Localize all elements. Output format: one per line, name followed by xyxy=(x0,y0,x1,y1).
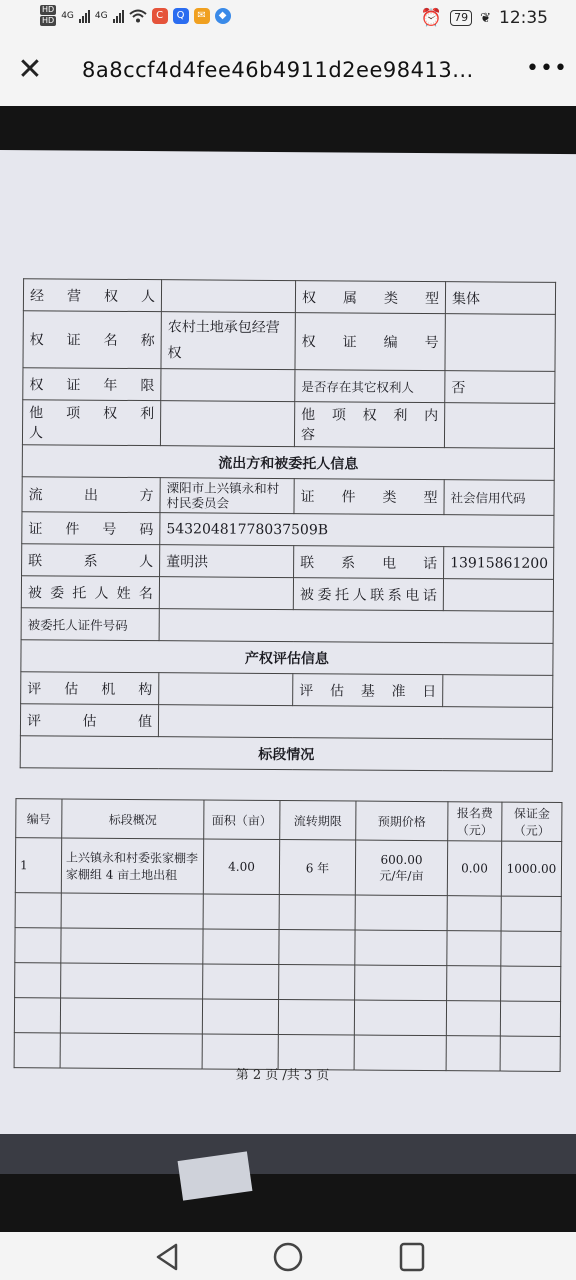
table-row xyxy=(15,963,561,1002)
status-left xyxy=(40,5,231,26)
cell-price-unit: 元/年/亩 xyxy=(379,868,424,883)
label-trustee-id: 被委托人证件号码 xyxy=(21,608,159,641)
value-other-rights-holder xyxy=(160,401,294,447)
header-price: 预期价格 xyxy=(356,801,448,841)
table-row xyxy=(15,928,561,967)
header-desc: 标段概况 xyxy=(62,799,204,839)
value-trustee-name xyxy=(159,577,293,610)
clock: 12:35 xyxy=(499,8,548,28)
table-row xyxy=(14,998,560,1037)
label-cert-term: 权 证 年 限 xyxy=(23,368,161,401)
value-ownership-type: 集体 xyxy=(445,282,555,315)
value-other-holders: 否 xyxy=(445,371,555,404)
header-area: 面积（亩） xyxy=(204,800,280,840)
wifi-icon xyxy=(129,9,147,23)
value-trustee-id xyxy=(159,609,553,644)
navigation-bar xyxy=(0,1232,576,1280)
value-valuation-date xyxy=(443,675,553,708)
cell-area: 4.00 xyxy=(203,839,279,895)
label-trustee-phone: 被委托人联系电话 xyxy=(293,578,443,611)
value-contact: 董明洪 xyxy=(160,545,294,578)
status-right xyxy=(421,8,548,28)
hd-badge-icon: HD xyxy=(42,5,55,14)
label-id-number: 证 件 号 码 xyxy=(22,512,160,545)
qq-app-icon: Q xyxy=(173,8,189,24)
table-row xyxy=(21,672,553,708)
label-contact: 联 系 人 xyxy=(22,544,160,577)
label-other-holders: 是否存在其它权利人 xyxy=(295,370,445,403)
section-title-valuation: 产权评估信息 xyxy=(21,640,553,676)
label-valuation-value: 评 估 值 xyxy=(20,704,158,737)
battery-icon: 79 xyxy=(450,10,472,26)
network-type-2: 4G xyxy=(94,10,108,21)
value-valuation-agency xyxy=(159,673,293,706)
value-valuation-value xyxy=(158,705,552,740)
message-app-icon: ✉ xyxy=(194,8,210,24)
label-operator: 经 营 权 人 xyxy=(23,279,161,312)
document-photo xyxy=(0,150,576,1138)
label-id-type: 证 件 类 型 xyxy=(294,479,444,515)
header-fee: 报名费（元） xyxy=(448,802,502,841)
header-deposit: 保证金（元） xyxy=(502,802,562,841)
lots-header-row xyxy=(16,799,562,842)
value-id-type: 社会信用代码 xyxy=(444,480,554,516)
value-operator xyxy=(161,280,295,313)
image-viewer[interactable] xyxy=(0,106,576,1232)
page-number: 第 2 页 /共 3 页 xyxy=(235,1067,330,1084)
cell-price-value: 600.00 xyxy=(380,852,423,867)
table-row xyxy=(23,279,555,315)
section-title-lots: 标段情况 xyxy=(20,736,552,772)
recents-icon[interactable] xyxy=(392,1240,432,1274)
label-ownership-type: 权 属 类 型 xyxy=(295,281,445,314)
table-row xyxy=(21,608,553,644)
header-no: 编号 xyxy=(16,799,62,838)
table-row xyxy=(23,368,555,404)
notification-app-icon: C xyxy=(152,8,168,24)
close-icon[interactable]: ✕ xyxy=(17,52,43,87)
more-options-button[interactable]: ••• xyxy=(526,56,568,81)
label-cert-number: 权 证 编 号 xyxy=(295,313,445,371)
property-info-table xyxy=(20,278,556,772)
signal-icon-2 xyxy=(113,9,124,23)
photo-background xyxy=(0,1134,576,1174)
cell-desc: 上兴镇永和村委张家棚李家棚组 4 亩土地出租 xyxy=(61,838,203,894)
header-period: 流转期限 xyxy=(280,801,356,841)
hd-badges xyxy=(40,5,56,26)
page-title: 8a8ccf4d4fee46b4911d2ee98413... xyxy=(82,58,474,82)
table-row xyxy=(22,477,554,516)
cell-deposit: 1000.00 xyxy=(501,841,561,896)
lots-table xyxy=(14,798,563,1072)
status-bar xyxy=(0,0,576,38)
value-cert-term xyxy=(161,369,295,402)
label-cert-name: 权 证 名 称 xyxy=(23,311,161,369)
section-row xyxy=(21,640,553,676)
table-row xyxy=(23,311,555,372)
table-row xyxy=(22,400,554,449)
label-transferor: 流 出 方 xyxy=(22,477,160,513)
home-icon[interactable] xyxy=(268,1240,308,1274)
alarm-icon: ⏰ xyxy=(420,8,443,28)
value-id-number: 54320481778037509B xyxy=(160,513,554,548)
cell-price xyxy=(355,840,447,896)
network-type-1: 4G xyxy=(61,10,74,21)
signal-icon xyxy=(79,9,90,23)
table-row xyxy=(21,576,553,612)
value-cert-name: 农村土地承包经营权 xyxy=(161,312,295,370)
label-phone: 联 系 电 话 xyxy=(294,546,444,579)
cell-no: 1 xyxy=(15,838,61,893)
label-valuation-date: 评 估 基 准 日 xyxy=(293,674,443,707)
hd-badge-icon-2: HD xyxy=(42,16,55,25)
section-row xyxy=(20,736,552,772)
label-other-rights-content: 他 项 权 利 内 容 xyxy=(294,402,444,448)
label-other-rights-holder: 他 项 权 利 人 xyxy=(22,400,160,446)
back-icon[interactable] xyxy=(148,1240,188,1274)
photo-object xyxy=(178,1151,253,1200)
table-row xyxy=(15,893,561,932)
title-bar xyxy=(0,38,576,106)
value-trustee-phone xyxy=(443,579,553,612)
table-row xyxy=(15,838,561,897)
table-row xyxy=(20,704,552,740)
table-row xyxy=(22,512,554,548)
value-other-rights-content xyxy=(444,403,554,449)
section-row xyxy=(22,445,554,481)
label-valuation-agency: 评 估 机 构 xyxy=(21,672,159,705)
browser-app-icon: ◆ xyxy=(215,8,231,24)
leaf-icon: ❦ xyxy=(480,10,491,26)
table-row xyxy=(22,544,554,580)
cell-period: 6 年 xyxy=(279,840,355,896)
value-transferor: 溧阳市上兴镇永和村村民委员会 xyxy=(160,478,294,514)
cell-fee: 0.00 xyxy=(447,841,501,896)
label-trustee-name: 被委托人姓名 xyxy=(21,576,159,609)
value-phone: 13915861200 xyxy=(444,547,554,580)
value-cert-number xyxy=(445,314,555,372)
section-title-transferor: 流出方和被委托人信息 xyxy=(22,445,554,481)
